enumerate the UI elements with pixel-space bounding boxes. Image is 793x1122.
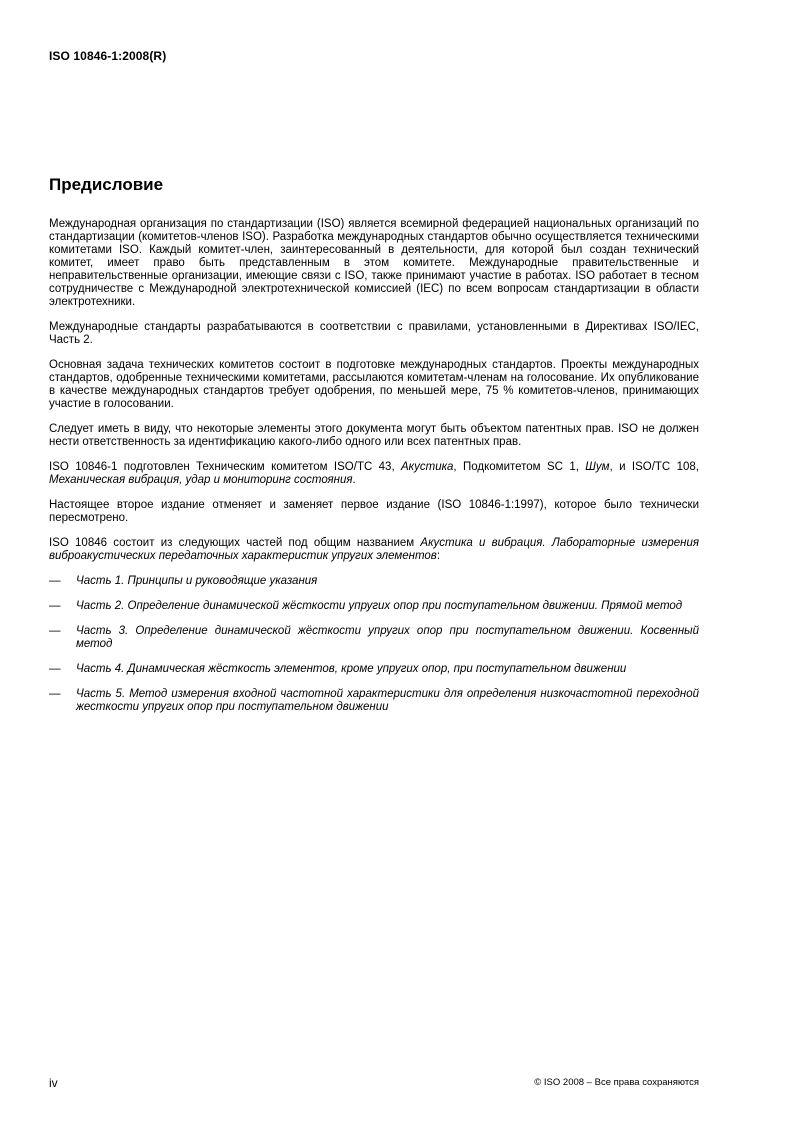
page-title: Предисловие [49,175,164,194]
list-item [49,625,699,651]
list-item-text: Часть 4. Динамическая жёсткость элементов, кроме упругих опор, при поступательном движении [76,663,627,675]
paragraph-prepared-by [49,461,699,487]
parts-list [49,575,699,714]
committee-name-vibration: Механическая вибрация, удар и мониторинг состояния [49,474,353,486]
text-segment: , Подкомитетом SC 1, [453,461,586,473]
paragraph-edition: Настоящее второе издание отменяет и заменяет первое издание (ISO 10846-1:1997), которое было технически пересмотрено. [49,499,699,524]
list-item-text: Часть 2. Определение динамической жёсткости упругих опор при поступательном движении. Прямой метод [76,600,683,612]
series-general-title: Акустика и вибрация. Лабораторные измерения виброакустических передаточных характеристик упругих элементов [49,537,699,562]
document-id-header: ISO 10846-1:2008(R) [49,49,167,63]
list-item-text: Часть 3. Определение динамической жёсткости упругих опор при поступательном движении. Косвенный метод [76,625,699,650]
list-item [49,575,699,588]
paragraph-committee-task: Основная задача технических комитетов состоит в подготовке международных стандартов. Проекты международных стандартов, одобренные техническими комитетами, рассылаются комитетам-членам на голосование. Их опубликование в качестве международных стандартов требует одобрения, по меньшей мере, 75 % комитетов-членов, принимающих участие в голосовании. [49,359,699,410]
text-segment: . [352,474,356,486]
subcommittee-name-noise: Шум [585,461,610,473]
list-item [49,688,699,714]
paragraph-directives: Международные стандарты разрабатываются в соответствии с правилами, установленными в Директивах ISO/IEC, Часть 2. [49,321,699,346]
text-segment: ISO 10846 состоит из следующих частей под общим названием [49,537,421,549]
list-dash: — [49,663,61,675]
foreword-content [49,218,699,726]
list-item-text: Часть 5. Метод измерения входной частотной характеристики для определения низкочастотной переходной жесткости упругих опор при поступательном движении [76,688,699,713]
list-item-text: Часть 1. Принципы и руководящие указания [76,575,318,587]
paragraph-patent-rights: Следует иметь в виду, что некоторые элементы этого документа могут быть объектом патентных прав. ISO не должен нести ответственность за идентификацию какого-либо одного или всех патентных прав. [49,423,699,448]
text-segment: , и ISO/TC 108, [609,461,699,473]
list-dash: — [49,688,61,700]
list-dash: — [49,600,61,612]
text-segment: ISO 10846-1 подготовлен Техническим комитетом ISO/TC 43, [49,461,402,473]
paragraph-parts-intro [49,537,699,563]
copyright-notice: © ISO 2008 – Все права сохраняются [534,1077,699,1088]
paragraph-iso-description: Международная организация по стандартизации (ISO) является всемирной федерацией национальных организаций по стандартизации (комитетов-членов ISO). Разработка международных стандартов обычно осуществляется техническими комитетами ISO. Каждый комитет-член, заинтересованный в деятельности, для которой был создан технический комитет, имеет право быть представленным в этом комитете. Международные правительственные и неправительственные организации, имеющие связи с ISO, также принимают участие в работах. ISO работает в тесном сотрудничестве с Международной электротехнической комиссией (IEC) по всем вопросам стандартизации в области электротехники. [49,218,699,308]
text-segment: : [436,550,441,562]
list-dash: — [49,625,61,637]
list-dash: — [49,575,61,587]
list-item [49,600,699,613]
list-item [49,663,699,676]
committee-name-acoustics: Акустика [401,461,454,473]
page-number: iv [49,1076,58,1090]
